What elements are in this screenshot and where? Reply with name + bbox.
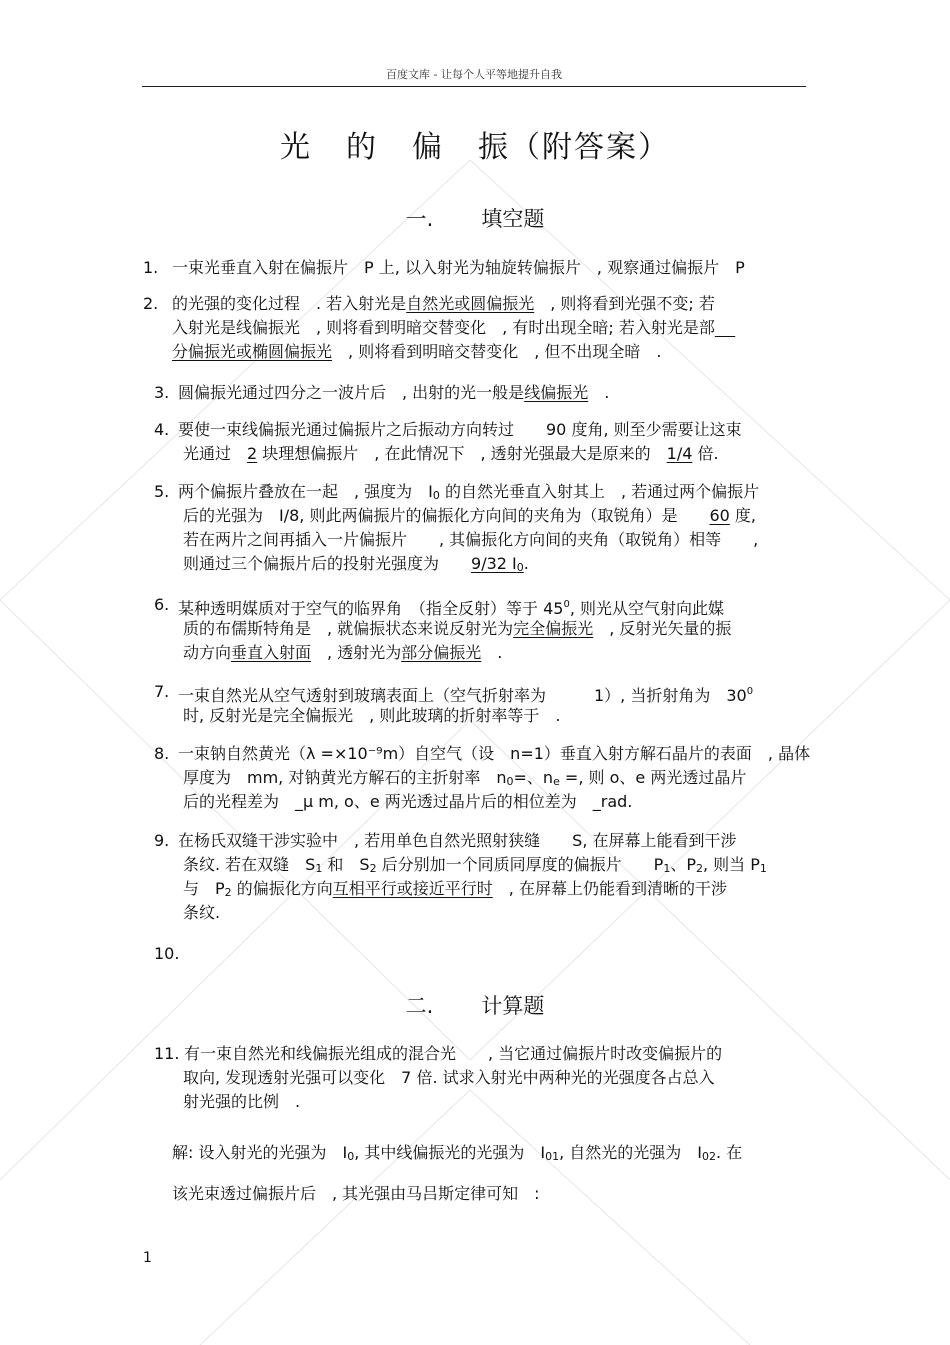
question-line xyxy=(178,381,609,405)
question-text: 一束光垂直入射在偏振片 P 上, 以入射光为轴旋转偏振片 , 观察通过偏振片 P xyxy=(172,258,745,277)
text-span: . 在 xyxy=(716,1143,743,1162)
answer-blank: 分偏振光或椭圆偏振光 xyxy=(172,342,333,361)
question-line: 时, 反射光是完全偏振光 , 则此玻璃的折射率等于 . xyxy=(183,706,561,725)
answer-blank: 自然光或圆偏振光 xyxy=(406,294,535,313)
answer-blank xyxy=(471,554,524,573)
question-number: 10. xyxy=(154,944,180,963)
text-span: , 反射光矢量的振 xyxy=(593,619,732,638)
text-span: 入射光是线偏振光 , 则将看到明暗交替变化 , 有时出现全暗; 若入射光是部 xyxy=(172,318,715,337)
text-span: 后的光强为 I/8, 则此两偏振片的偏振化方向间的夹角为（取锐角）是 xyxy=(183,506,710,525)
text-span: 9/32 I xyxy=(471,554,517,573)
header-rule xyxy=(142,86,806,87)
section-heading-fill xyxy=(0,203,950,233)
text-span: 后分别加一个同质同厚度的偏振片 P xyxy=(376,855,664,874)
text-span: 的自然光垂直入射其上 , 若通过两个偏振片 xyxy=(439,482,760,501)
text-span: 条纹. 若在双缝 S xyxy=(183,855,316,874)
question-number: 2. xyxy=(143,294,159,313)
question-line xyxy=(172,292,715,316)
answer-blank: 2 xyxy=(247,444,258,463)
title-char-3: 偏 xyxy=(412,130,444,165)
answer-blank-empty xyxy=(715,318,735,337)
answer-blank: 60 xyxy=(709,506,730,525)
question-number: 11. xyxy=(154,1044,180,1063)
text-span: 动方向 xyxy=(183,643,232,662)
text-span: , 则光从空气射向此媒 xyxy=(569,599,725,618)
text-span: 质的布儒斯特角是 , 就偏振状态来说反射光为 xyxy=(183,619,514,638)
question-number: 5. xyxy=(154,482,170,501)
question-line xyxy=(183,442,719,466)
question-line: 一束钠自然黄光（λ =×10⁻⁹m）自空气（设 n=1）垂直入射方解石晶片的表面 , 晶体 xyxy=(178,744,811,763)
text-span: 与 P xyxy=(183,879,225,898)
text-span: , 透射光为 xyxy=(311,643,402,662)
question-line xyxy=(172,316,735,340)
subscript: 0 xyxy=(516,561,524,574)
question-line xyxy=(183,552,529,580)
title-char-2: 的 xyxy=(346,130,378,165)
text-span: 两个偏振片叠放在一起 , 强度为 I xyxy=(178,482,433,501)
question-number: 9. xyxy=(154,831,170,850)
section-label: 计算题 xyxy=(481,994,545,1018)
text-span: 块理想偏振片 , 在此情况下 , 透射光强最大是原来的 xyxy=(257,444,667,463)
question-number: 3. xyxy=(154,383,170,402)
subscript: 2 xyxy=(696,862,703,875)
text-span: , 在屏幕上仍能看到清晰的干涉 xyxy=(492,879,727,898)
text-span: 和 S xyxy=(322,855,370,874)
answer-blank: 线偏振光 xyxy=(524,383,589,402)
text-span: 厚度为 mm, 对钠黄光方解石的主折射率 n xyxy=(183,768,507,787)
answer-blank: 部分偏振光 xyxy=(401,643,482,662)
text-span: 、P xyxy=(670,855,696,874)
solution-line-2: 该光束透过偏振片后 , 其光强由马吕斯定律可知 : xyxy=(172,1184,540,1203)
text-span: 则通过三个偏振片后的投射光强度为 xyxy=(183,554,472,573)
text-span: , 则将看到明暗交替变化 , 但不出现全暗 . xyxy=(332,342,662,361)
page-number: 1 xyxy=(143,1250,152,1266)
question-line: 条纹. xyxy=(183,903,221,922)
subscript: 2 xyxy=(369,862,377,875)
subscript: 1 xyxy=(759,862,767,875)
text-span: . xyxy=(481,643,503,662)
page-header: 百度文库 - 让每个人平等地提升自我 xyxy=(386,68,562,81)
text-span: 倍. xyxy=(692,444,719,463)
question-line: 后的光程差为 _μ m, o、e 两光透过晶片后的相位差为 _rad. xyxy=(183,792,633,811)
subscript: 0 xyxy=(347,1150,355,1163)
question-line xyxy=(183,641,502,665)
subscript: 0 xyxy=(432,489,440,502)
text-span: 度, xyxy=(729,506,757,525)
text-span: 圆偏振光通过四分之一波片后 , 出射的光一般是 xyxy=(178,383,525,402)
question-line xyxy=(172,340,661,364)
answer-blank: 1/4 xyxy=(666,444,693,463)
text-span: , 其中线偏振光的光强为 I xyxy=(354,1143,546,1162)
subscript: e xyxy=(553,775,560,788)
question-line xyxy=(183,617,731,641)
subscript: 0 xyxy=(506,775,514,788)
subscript: 1 xyxy=(315,862,323,875)
solution-line-1 xyxy=(172,1140,742,1163)
title-char-1: 光 xyxy=(280,130,312,165)
text-span: , 则将看到光强不变; 若 xyxy=(534,294,715,313)
text-span: =、n xyxy=(513,768,554,787)
question-line: 要使一束线偏振光通过偏振片之后振动方向转过 90 度角, 则至少需要让这束 xyxy=(178,420,742,439)
text-span: . xyxy=(588,383,610,402)
text-span: =, 则 o、e 两光透过晶片 xyxy=(559,768,747,787)
answer-blank: 完全偏振光 xyxy=(513,619,594,638)
question-number: 1. xyxy=(143,258,159,277)
section-label: 填空题 xyxy=(481,207,545,231)
text-span: 的光强的变化过程 . 若入射光是 xyxy=(172,294,407,313)
text-span: . xyxy=(523,554,529,573)
subscript: 2 xyxy=(224,886,232,899)
section-number: 二. xyxy=(405,994,434,1018)
question-line xyxy=(183,504,756,528)
superscript: 0 xyxy=(746,686,754,697)
question-line: 若在两片之间再插入一片偏振片 , 其偏振化方向间的夹角（取锐角）相等 , xyxy=(183,530,759,549)
text-span: , 则当 P xyxy=(703,855,760,874)
question-line: 取向, 发现透射光强可以变化 7 倍. 试求入射光中两种光的光强度各占总入 xyxy=(183,1068,715,1087)
superscript: 0 xyxy=(563,599,570,610)
question-number: 8. xyxy=(154,744,170,763)
title-char-4: 振（附答案） xyxy=(478,130,670,165)
text-span: , 自然光的光强为 I xyxy=(559,1143,703,1162)
question-line: 有一束自然光和线偏振光组成的混合光 , 当它通过偏振片时改变偏振片的 xyxy=(184,1044,723,1063)
text-span: 某种透明媒质对于空气的临界角 （指全反射）等于 45 xyxy=(178,599,564,618)
question-line xyxy=(183,877,727,905)
section-number: 一. xyxy=(405,207,434,231)
question-number: 7. xyxy=(154,682,170,701)
question-line: 射光强的比例 . xyxy=(183,1092,301,1111)
text-span: 的偏振化方向 xyxy=(231,879,333,898)
text-span: 一束自然光从空气透射到玻璃表面上（空气折射率为 1）, 当折射角为 30 xyxy=(178,686,747,705)
question-number: 4. xyxy=(154,420,170,439)
subscript: 02 xyxy=(702,1150,717,1163)
question-number: 6. xyxy=(154,595,170,614)
subscript: 01 xyxy=(545,1150,560,1163)
answer-blank: 互相平行或接近平行时 xyxy=(332,879,493,898)
document-title xyxy=(0,122,950,166)
section-heading-calc xyxy=(0,990,950,1020)
answer-blank: 垂直入射面 xyxy=(231,643,312,662)
text-span: 解: 设入射光的光强为 I xyxy=(172,1143,348,1162)
subscript: 1 xyxy=(663,862,671,875)
text-span: 光通过 xyxy=(183,444,248,463)
question-line: 在杨氏双缝干涉实验中 , 若用单色自然光照射狭缝 S, 在屏幕上能看到干涉 xyxy=(178,831,737,850)
